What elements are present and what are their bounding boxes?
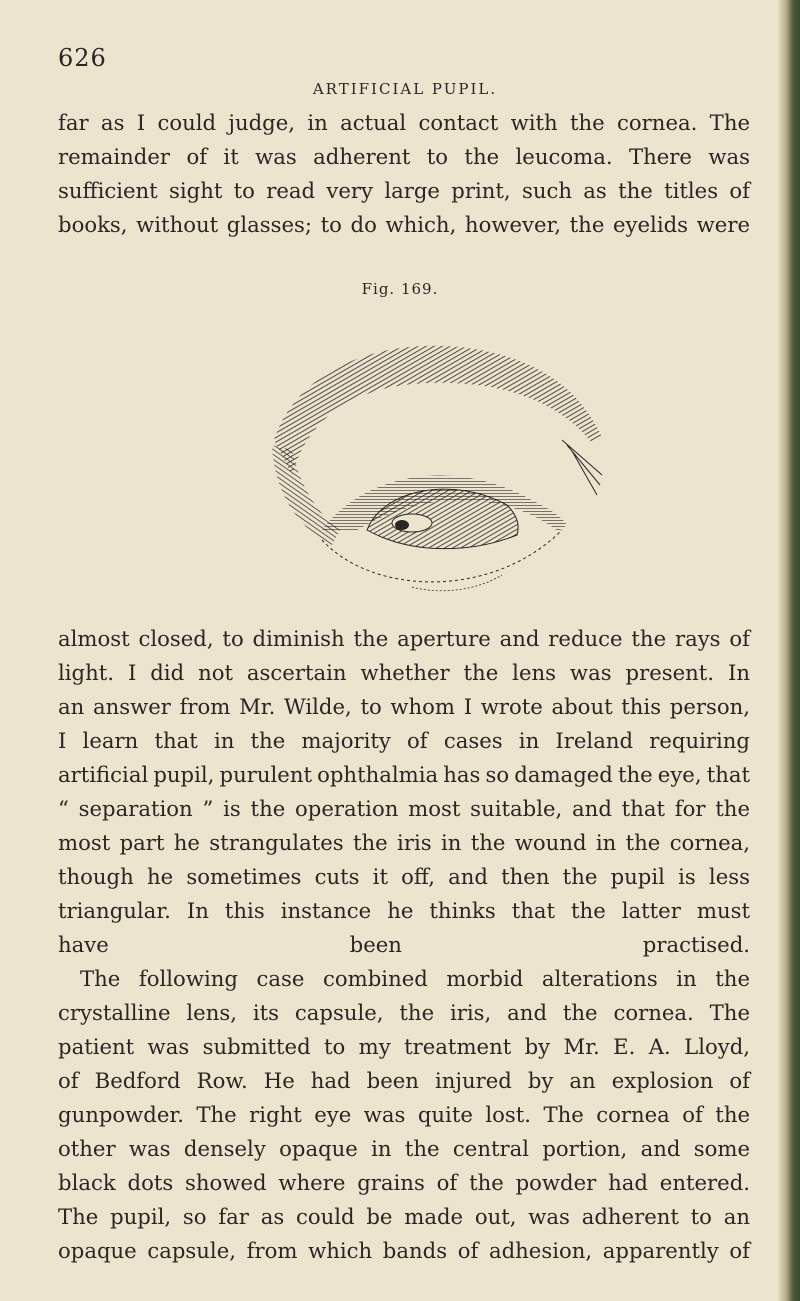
upper-lid-fold: [274, 346, 602, 475]
text-line: crystalline lens, its capsule, the iris, and the cornea. The: [58, 1000, 750, 1025]
text-line: The following case combined morbid alterations in the: [80, 966, 750, 991]
text-line: opaque capsule, from which bands of adhesion, apparently of: [58, 1238, 750, 1263]
paragraph-middle: [58, 622, 750, 962]
eye-engraving: [262, 325, 622, 610]
text-line: sufficient sight to read very large print, such as the titles of: [58, 178, 750, 203]
running-head: ARTIFICIAL PUPIL.: [312, 80, 498, 98]
text-line: far as I could judge, in actual contact with the cornea. The: [58, 110, 750, 135]
text-line: “ separation ” is the operation most suitable, and that for the: [58, 796, 750, 821]
text-line: remainder of it was adherent to the leucoma. There was: [58, 144, 750, 169]
text-line: patient was submitted to my treatment by Mr. E. A. Lloyd,: [58, 1034, 750, 1059]
text-line: books, without glasses; to do which, however, the eyelids were: [58, 212, 750, 237]
page-edge: [778, 0, 800, 1301]
text-line: other was densely opaque in the central portion, and some: [58, 1136, 750, 1161]
text-line: almost closed, to diminish the aperture and reduce the rays of: [58, 626, 750, 651]
lower-lid-lash: [412, 575, 502, 591]
lashes-right: [562, 440, 602, 495]
paragraph-top: [58, 106, 750, 242]
text-line: I learn that in the majority of cases in Ireland requiring: [58, 728, 750, 753]
text-line: gunpowder. The right eye was quite lost. The cornea of the: [58, 1102, 750, 1127]
text-line: of Bedford Row. He had been injured by an explosion of: [58, 1068, 750, 1093]
text-line: triangular. In this instance he thinks that the latter must: [58, 898, 750, 923]
text-line: artificial pupil, purulent ophthalmia has so damaged the eye, that: [58, 762, 750, 787]
pupil-dark: [395, 520, 409, 530]
text-line: have been practised.: [58, 932, 750, 957]
text-line: most part he strangulates the iris in the wound in the cornea,: [58, 830, 750, 855]
text-line: an answer from Mr. Wilde, to whom I wrote about this person,: [58, 694, 750, 719]
text-line: black dots showed where grains of the powder had entered.: [58, 1170, 750, 1195]
text-line: light. I did not ascertain whether the lens was present. In: [58, 660, 750, 685]
paragraph-bottom: [58, 962, 750, 1268]
figure-caption: Fig. 169.: [361, 280, 439, 298]
text-line: The pupil, so far as could be made out, was adherent to an: [58, 1204, 750, 1229]
page-number: 626: [58, 44, 107, 72]
text-line: though he sometimes cuts it off, and then the pupil is less: [58, 864, 750, 889]
